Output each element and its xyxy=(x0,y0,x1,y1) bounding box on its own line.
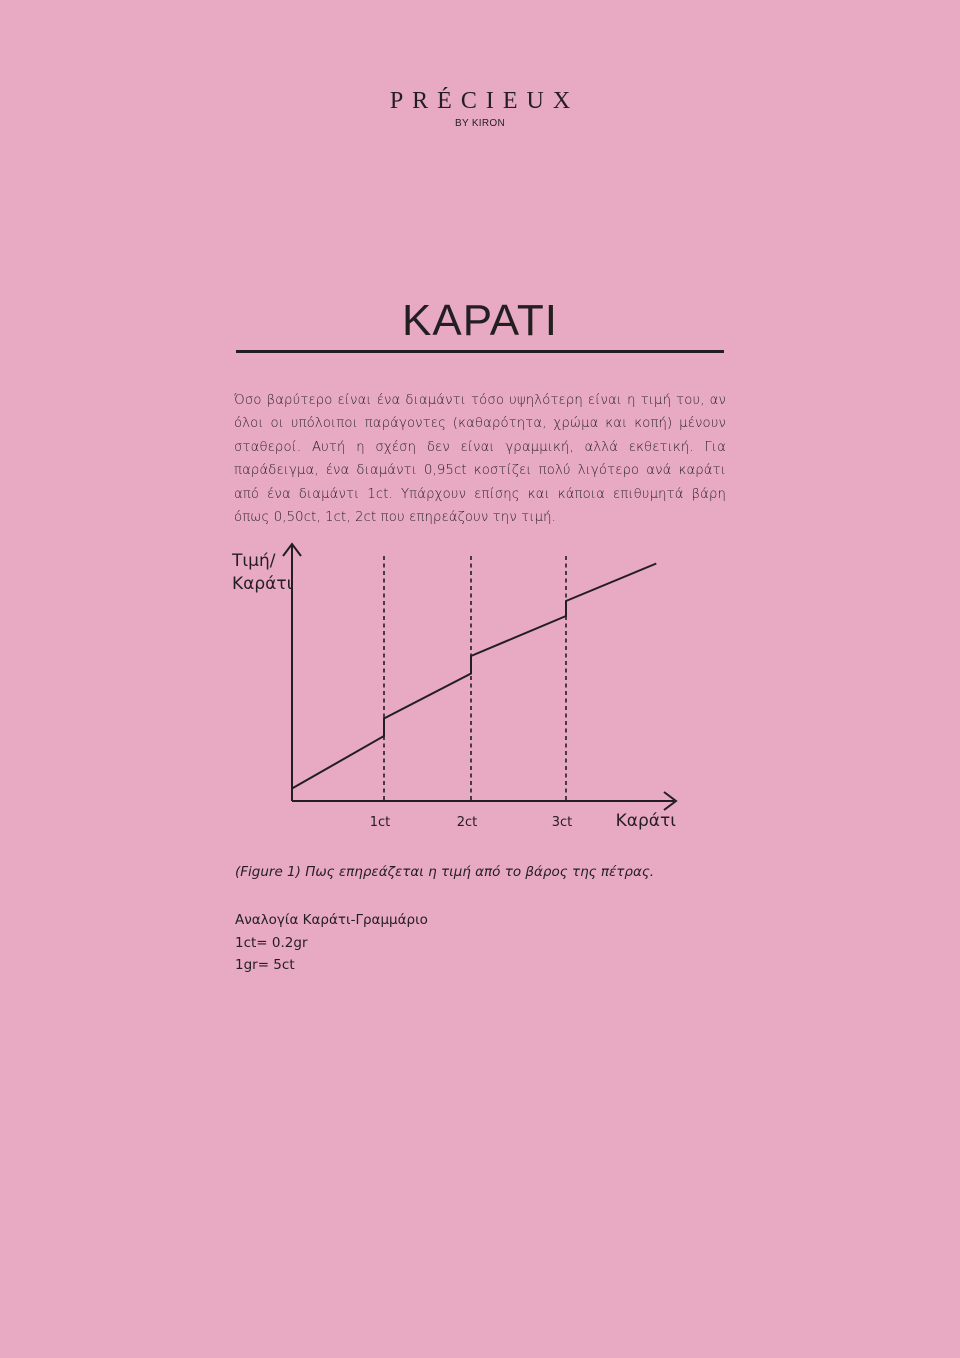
chart-series xyxy=(292,564,656,789)
x-tick-label-1: 1ct xyxy=(369,815,391,830)
x-tick-label-3: 3ct xyxy=(551,815,573,830)
series-line-1 xyxy=(292,564,656,789)
brand-subtitle: BY KIRON xyxy=(454,118,505,129)
carat-markers xyxy=(384,556,566,801)
ratio-line-1: 1ct= 0.2gr xyxy=(235,934,308,951)
page-title: ΚΑΡΑΤΙ xyxy=(402,296,558,345)
chart-labels xyxy=(231,551,676,831)
x-tick-label-2: 2ct xyxy=(456,815,478,830)
intro-paragraph: Όσο βαρύτερο είναι ένα διαμάντι τόσο υψηλότερη είναι η τιμή του, αν όλοι οι υπόλοιποι παράγοντες (καθαρότητα, χρώμα και κοπή) μένουν σταθεροί. Αυτή η σχέση δεν είναι γραμμική, αλλά εκθετική. Για παράδειγμα, ένα διαμάντι 0,95ct κοστίζει πολύ λιγότερο ανά καράτι από ένα διαμάντι 1ct. Υπάρχουν επίσης και κάποια επιθυμητά βάρη όπως 0,50ct, 1ct, 2ct που επηρεάζουν την τιμή. xyxy=(234,393,726,526)
chart-axes xyxy=(283,544,676,810)
y-axis-label-line-2: Καράτι xyxy=(232,574,293,594)
carat-gram-ratio xyxy=(235,909,428,977)
ratio-line-2: 1gr= 5ct xyxy=(235,957,295,973)
y-axis-label-line-1: Τιμή/ xyxy=(232,551,276,571)
ratio-title: Αναλογία Καράτι-Γραμμάριο xyxy=(235,912,428,928)
brand-name: PRÉCIEUX xyxy=(389,88,580,114)
x-axis-label: Καράτι xyxy=(615,811,676,831)
figure-caption: (Figure 1) Πως επηρεάζεται η τιμή από το βάρος της πέτρας. xyxy=(235,864,655,880)
